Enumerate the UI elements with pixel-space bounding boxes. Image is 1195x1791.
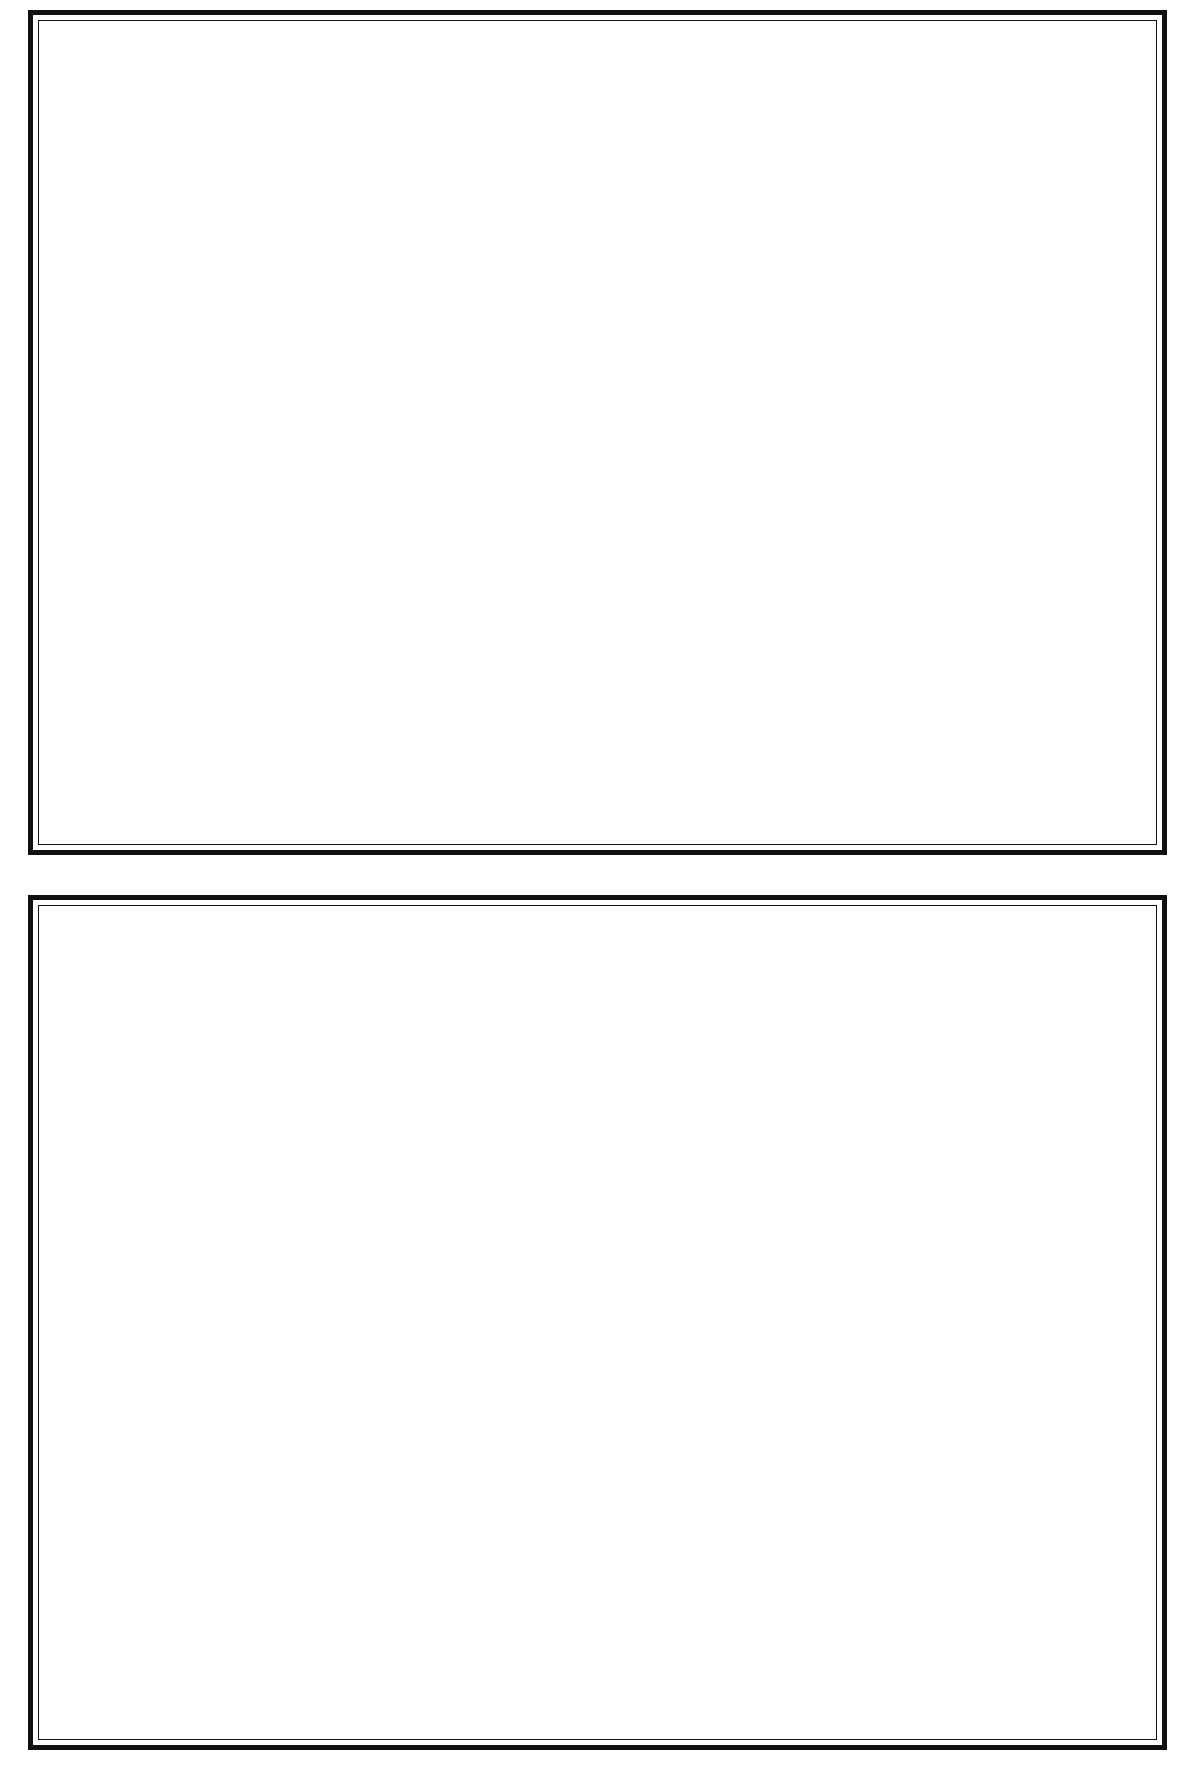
bottom-page-panel — [28, 895, 1167, 1750]
top-page-panel — [28, 10, 1167, 855]
